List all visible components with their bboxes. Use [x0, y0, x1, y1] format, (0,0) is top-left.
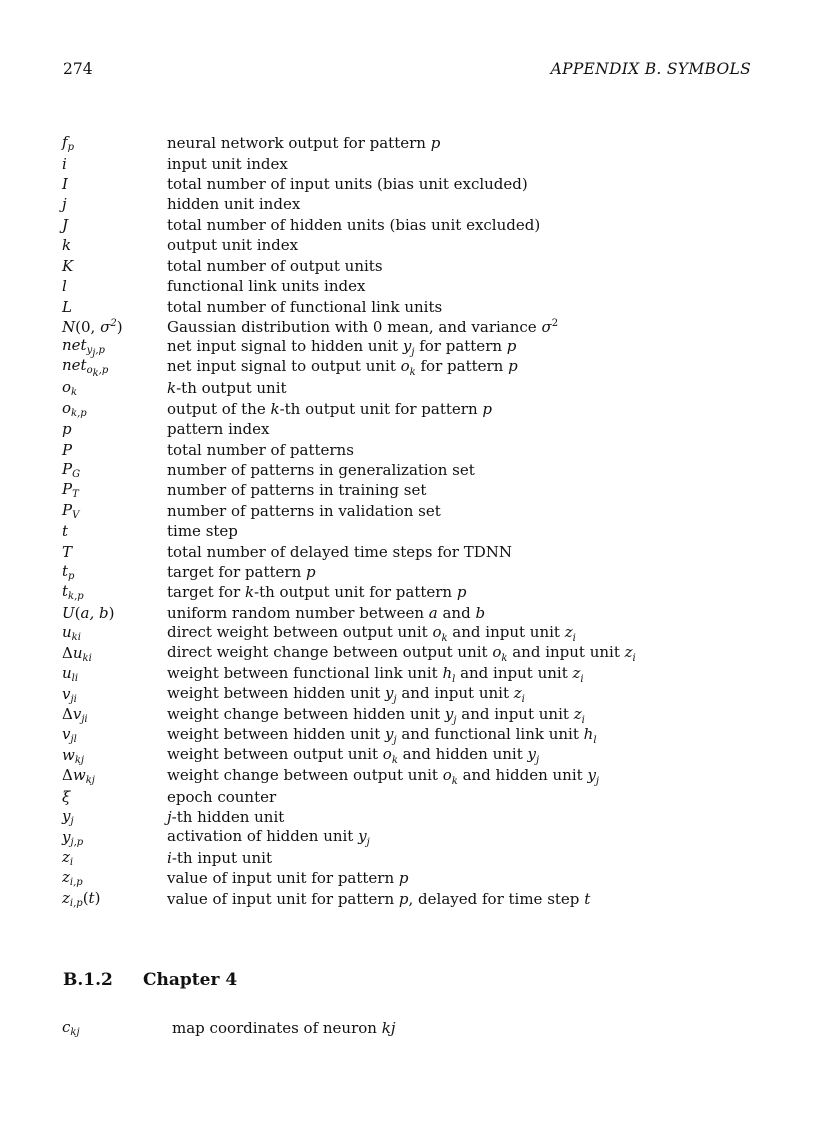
symbol: T	[62, 542, 73, 561]
symbol-row	[62, 439, 752, 459]
symbol-row	[62, 398, 752, 418]
symbol-description: neural network output for pattern p	[167, 134, 441, 153]
symbol-description: pattern index	[167, 420, 270, 439]
symbol-row	[62, 460, 752, 480]
symbol: ξ	[62, 787, 71, 806]
symbol: j	[62, 195, 67, 214]
symbol: K	[62, 256, 74, 275]
symbol-row	[62, 725, 752, 745]
symbol: i	[62, 154, 67, 173]
running-head: APPENDIX B. SYMBOLS	[550, 60, 751, 78]
symbol: net$_{o_k,p}$	[62, 356, 109, 380]
symbol: $z_i$	[62, 847, 74, 868]
symbol-row	[62, 1018, 752, 1038]
symbol-row	[62, 705, 752, 725]
symbol-row	[62, 521, 752, 541]
symbol: k	[62, 236, 72, 255]
symbol-description: net input signal to output unit $o_k$ for pattern p	[167, 357, 518, 379]
symbol-description: weight between functional link unit $h_l$ and input unit $z_i$	[167, 663, 584, 685]
symbol-row	[62, 868, 752, 888]
symbol-row	[62, 419, 752, 439]
symbol-row	[62, 848, 752, 868]
symbol-description: weight change between output unit $o_k$ and hidden unit $y_j$	[167, 765, 600, 787]
symbol-description: map coordinates of neuron kj	[172, 1019, 396, 1038]
symbol-description: total number of input units (bias unit excluded)	[167, 175, 528, 194]
symbol-row	[62, 194, 752, 214]
symbol-row	[62, 153, 752, 173]
symbol-description: target for pattern p	[167, 563, 316, 582]
symbol-row	[62, 501, 752, 521]
symbol-row	[62, 582, 752, 602]
symbol-description: uniform random number between a and b	[167, 603, 486, 622]
symbol: $y_{j,p}$	[62, 827, 84, 848]
symbol-description: weight between hidden unit $y_j$ and input unit $z_i$	[167, 684, 525, 706]
symbol: P	[62, 440, 73, 459]
symbol-row	[62, 644, 752, 664]
symbol: $o_k$	[62, 378, 78, 399]
symbol-description: number of patterns in validation set	[167, 501, 441, 520]
page-header	[63, 60, 751, 84]
symbol-row	[62, 378, 752, 398]
symbol-row	[62, 337, 752, 357]
symbol-description: i-th input unit	[167, 848, 273, 867]
symbol-row	[62, 889, 752, 909]
symbol-row	[62, 133, 752, 153]
symbol-row	[62, 664, 752, 684]
symbol: $t_{k,p}$	[62, 582, 84, 603]
symbol: t	[62, 522, 69, 541]
symbol-row	[62, 541, 752, 561]
symbol-row	[62, 562, 752, 582]
section-title: Chapter 4	[143, 970, 238, 990]
symbol: $f_p$	[62, 133, 74, 154]
section-number: B.1.2	[63, 970, 113, 990]
symbol-row	[62, 215, 752, 235]
symbol-row	[62, 684, 752, 704]
section-heading	[63, 970, 237, 990]
symbol: l	[62, 277, 67, 296]
symbol-row	[62, 480, 752, 500]
symbol: $z_{i,p}(t)$	[62, 888, 101, 909]
symbol: $z_{i,p}$	[62, 868, 83, 889]
symbol-description: weight between output unit $o_k$ and hidden unit $y_j$	[167, 745, 540, 767]
symbol-description: input unit index	[167, 154, 288, 173]
symbol-description: value of input unit for pattern p	[167, 869, 409, 888]
symbol-description: output of the k-th output unit for pattern p	[167, 399, 492, 418]
symbol: $u_{ki}$	[62, 623, 81, 644]
chapter4-symbol-table	[62, 1018, 752, 1038]
symbol-row	[62, 807, 752, 827]
symbol-description: output unit index	[167, 236, 299, 255]
symbol: $u_{li}$	[62, 664, 79, 685]
symbol-row	[62, 256, 752, 276]
symbol: net$_{y_j,p}$	[62, 335, 105, 359]
symbol: L	[62, 297, 72, 316]
page-number: 274	[63, 60, 93, 78]
symbol: $v_{ji}$	[62, 684, 77, 705]
symbol: $y_j$	[62, 807, 74, 828]
symbol-row	[62, 235, 752, 255]
symbol-description: target for k-th output unit for pattern p	[167, 583, 467, 602]
symbol-description: Gaussian distribution with 0 mean, and variance $\sigma^2$	[167, 318, 559, 336]
symbol-row	[62, 766, 752, 786]
symbol-row	[62, 276, 752, 296]
symbol-row	[62, 623, 752, 643]
symbol: $t_p$	[62, 562, 75, 583]
symbol-description: k-th output unit	[167, 379, 287, 398]
symbol-description: time step	[167, 522, 238, 541]
symbol: $P_T$	[62, 480, 79, 501]
symbol-row	[62, 603, 752, 623]
symbol-row	[62, 317, 752, 337]
symbol-row	[62, 296, 752, 316]
symbol: $P_G$	[62, 459, 81, 480]
symbol-description: total number of output units	[167, 256, 383, 275]
symbol: J	[62, 215, 69, 234]
symbol-description: total number of functional link units	[167, 297, 443, 316]
symbol: $w_{kj}$	[62, 745, 85, 766]
symbol-description: total number of delayed time steps for TDNN	[167, 542, 513, 561]
symbol: $c_{kj}$	[62, 1018, 80, 1039]
symbol-description: j-th hidden unit	[167, 808, 285, 827]
symbol-description: number of patterns in training set	[167, 481, 427, 500]
symbol-description: number of patterns in generalization set	[167, 460, 475, 479]
symbol-description: direct weight between output unit $o_k$ and input unit $z_i$	[167, 622, 576, 644]
symbol-description: weight change between hidden unit $y_j$ and input unit $z_i$	[167, 704, 585, 726]
symbol-description: direct weight change between output unit $o_k$ and input unit $z_i$	[167, 643, 636, 665]
symbol-description: activation of hidden unit $y_j$	[167, 827, 370, 849]
symbol: $P_V$	[62, 500, 80, 521]
symbol: p	[62, 420, 72, 439]
symbol-description: value of input unit for pattern p, delayed for time step t	[167, 889, 591, 908]
symbol: U(a, b)	[62, 603, 115, 622]
symbol-table	[62, 133, 752, 909]
symbol-description: hidden unit index	[167, 195, 301, 214]
symbol: $\Delta v_{ji}$	[62, 705, 88, 726]
symbol-description: total number of hidden units (bias unit excluded)	[167, 215, 541, 234]
symbol-description: net input signal to hidden unit $y_j$ for pattern p	[167, 336, 517, 358]
symbol-row	[62, 174, 752, 194]
symbol-row	[62, 827, 752, 847]
symbol-description: functional link units index	[167, 277, 366, 296]
symbol: $o_{k,p}$	[62, 398, 87, 419]
symbol-description: weight between hidden unit $y_j$ and functional link unit $h_l$	[167, 724, 597, 746]
symbol-row	[62, 746, 752, 766]
symbol-row	[62, 358, 752, 378]
symbol: $v_{jl}$	[62, 725, 77, 746]
symbol: $\Delta w_{kj}$	[62, 766, 95, 787]
symbol: N(0, $\sigma^2$)	[62, 318, 123, 336]
symbol-description: epoch counter	[167, 787, 277, 806]
symbol: I	[62, 175, 68, 194]
symbol-description: total number of patterns	[167, 440, 354, 459]
symbol-row	[62, 787, 752, 807]
symbol: $\Delta u_{ki}$	[62, 643, 92, 664]
